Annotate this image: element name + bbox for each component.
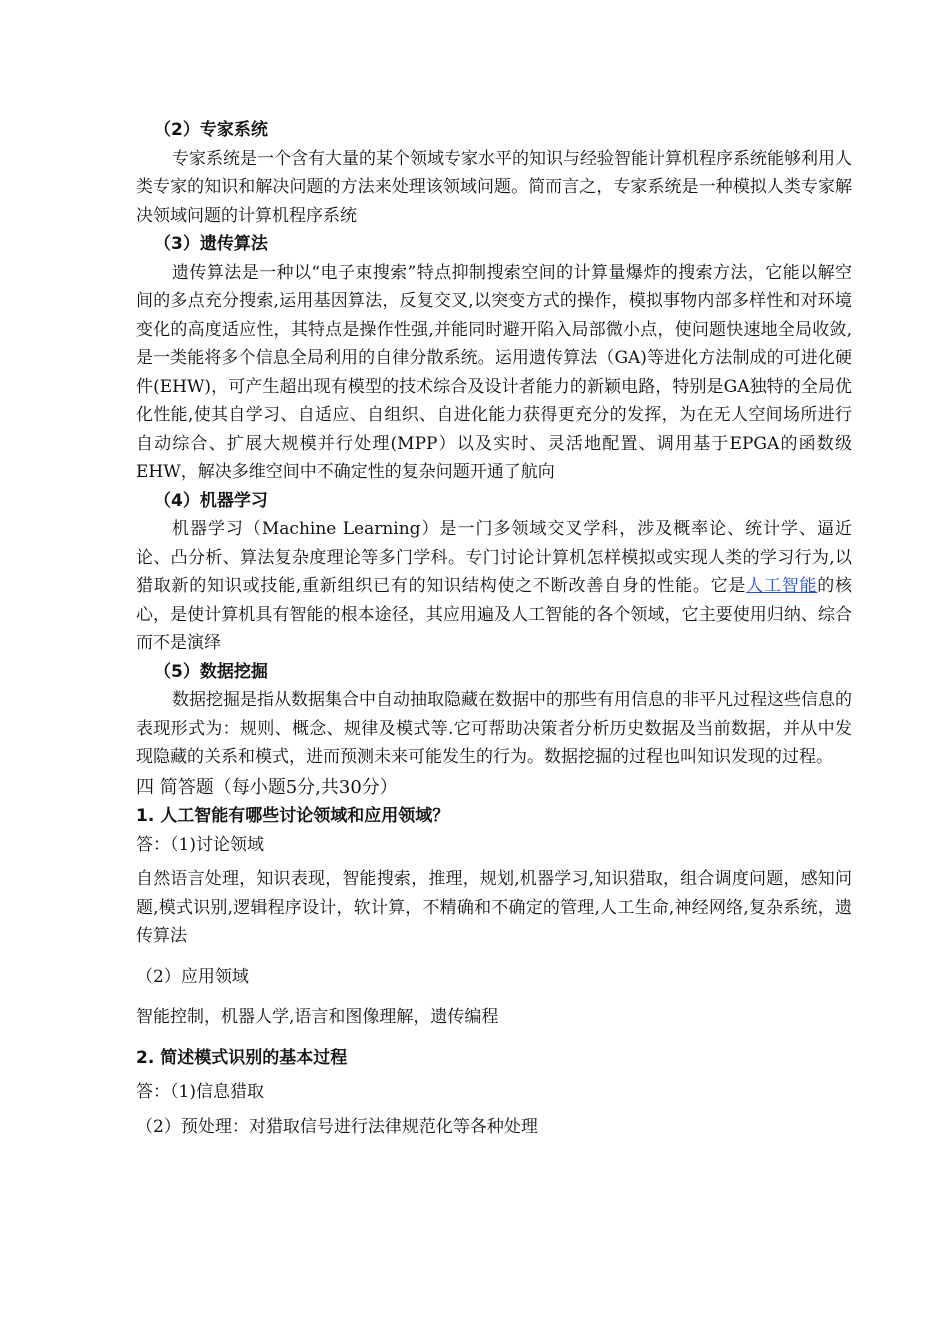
paragraph-machine-learning bbox=[136, 515, 852, 658]
paragraph-data-mining: 数据挖掘是指从数据集合中自动抽取隐藏在数据中的那些有用信息的非平凡过程这些信息的表现形式为：规则、概念、规律及模式等.它可帮助决策者分析历史数据及当前数据，并从中发现隐藏的关系和模式，进而预测未来可能发生的行为。数据挖掘的过程也叫知识发现的过程。 bbox=[136, 690, 852, 767]
paragraph-genetic-algorithm: 遗传算法是一种以“电子束搜索”特点抑制搜索空间的计算量爆炸的搜索方法，它能以解空间的多点充分搜索,运用基因算法，反复交叉,以突变方式的操作，模拟事物内部多样性和对环境变化的高度适应性，其特点是操作性强,并能同时避开陷入局部微小点，使问题快速地全局收敛,是一类能将多个信息全局利用的自律分散系统。运用遗传算法（GA)等进化方法制成的可进化硬件(EHW)，可产生超出现有模型的技术综合及设计者能力的新颖电路，特别是GA独特的全局优化性能,使其自学习、自适应、自组织、自进化能力获得更充分的发挥，为在无人空间场所进行自动综合、扩展大规模并行处理(MPP）以及实时、灵活地配置、调用基于EPGA的函数级EHW，解决多维空间中不确定性的复杂问题开通了航向 bbox=[136, 262, 852, 482]
document-page bbox=[136, 116, 852, 1141]
ml-text-after: 的核心，是使计算机具有智能的根本途径，其应用遍及人工智能的各个领域，它主要使用归纳、综合而不是演绎 bbox=[136, 576, 852, 653]
paragraph-expert-system: 专家系统是一个含有大量的某个领域专家水平的知识与经验智能计算机程序系统能够利用人类专家的知识和解决问题的方法来处理该领域问题。简而言之，专家系统是一种模拟人类专家解决领域问题的计算机程序系统 bbox=[136, 148, 852, 226]
ai-link[interactable]: 人工智能 bbox=[746, 576, 818, 596]
heading-genetic-algorithm: （3）遗传算法 bbox=[154, 234, 268, 254]
answer-1-sub2-body: 智能控制，机器人学,语言和图像理解，遗传编程 bbox=[136, 1007, 499, 1027]
heading-expert-system: （2）专家系统 bbox=[154, 120, 268, 140]
heading-data-mining: （5）数据挖掘 bbox=[154, 661, 268, 682]
answer-2-line2: （2）预处理：对猎取信号进行法律规范化等各种处理 bbox=[136, 1116, 538, 1137]
answer-1-body: 自然语言处理，知识表现，智能搜索，推理，规划,机器学习,知识猎取，组合调度问题，感知问题,模式识别,逻辑程序设计，软计算，不精确和不确定的管理,人工生命,神经网络,复杂系统，遗传算法 bbox=[136, 869, 852, 946]
ml-text-before: 机器学习（Machine Learning）是一门多领域交叉学科，涉及概率论、统计学、逼近论、凸分析、算法复杂度理论等多门学科。专门讨论计算机怎样模拟或实现人类的学习行为,以猎取新的知识或技能,重新组织已有的知识结构使之不断改善自身的性能。它是 bbox=[136, 519, 852, 596]
answer-1-sub2: （2）应用领域 bbox=[136, 966, 249, 987]
question-1: 1. 人工智能有哪些讨论领域和应用领域？ bbox=[136, 806, 450, 826]
heading-machine-learning: （4）机器学习 bbox=[154, 490, 268, 511]
answer-2-intro: 答：（1)信息猎取 bbox=[136, 1082, 264, 1102]
answer-1-intro: 答：（1)讨论领域 bbox=[136, 834, 264, 855]
section-title-short-answer: 四 简答题（每小题5分,共30分） bbox=[136, 776, 398, 798]
question-2: 2. 简述模式识别的基本过程 bbox=[136, 1047, 348, 1068]
